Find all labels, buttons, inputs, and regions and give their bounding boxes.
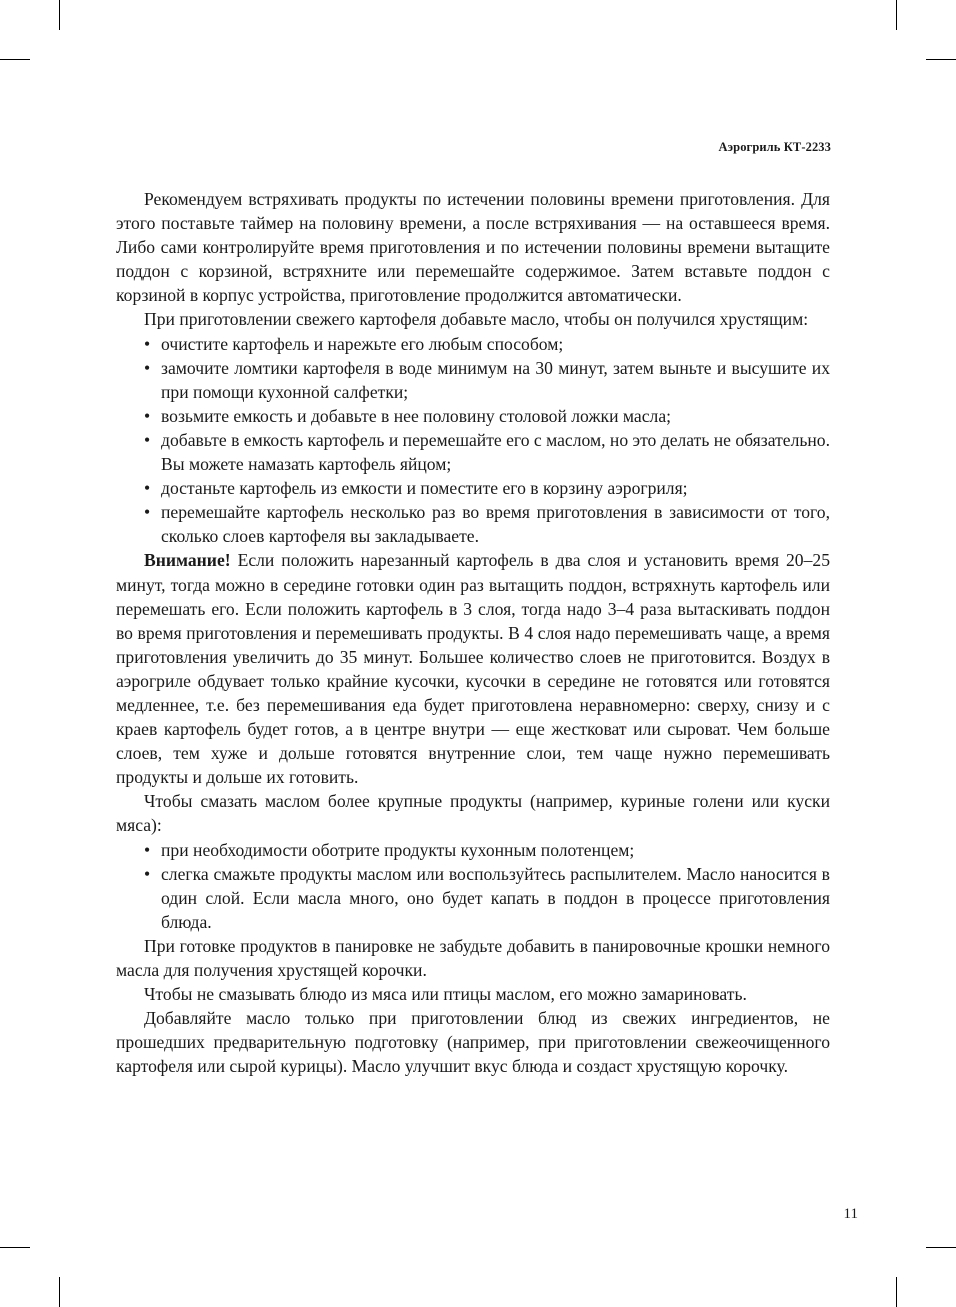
paragraph: Рекомендуем встряхивать продукты по истечении половины времени приготовления. Для этого поставьте таймер на половину времени, а после встряхивания — на оставшееся время. Либо сами контролируйте время приготовления и по истечении половины времени вытащите поддон с корзиной, встряхните или перемешайте содержимое. Затем вставьте поддон с корзиной в корпус устройства, приготовление продолжится автоматически.	[116, 189, 830, 306]
warning-paragraph	[116, 548, 830, 789]
warning-text: Если положить нарезанный картофель в два слоя и установить время 20–25 минут, тогда можно в середине готовки один раз вытащить поддон, встряхнуть картофель или перемешать его. Если положить картофель в 3 слоя, тогда надо 3–4 раза вытаскивать поддон во время приготовления и перемешивать продукты. В 4 слоя надо перемешивать чаще, а время приготовления увеличить до 35 минут. Большее количество слоев не приготовится. Воздух в аэрогриле обдувает только крайние кусочки, кусочки в середине не готовятся или готовятся медленнее, т.е. без перемешивания еда будет приготовлена неравномерно: сверху, снизу и с краев картофель будет готов, а в центре внутри — еще жестковат или сыроват. Чем больше слоев, тем хуже и дольше готовятся внутренние слои, тем чаще нужно перемешивать продукты и дольше их готовить.	[116, 550, 830, 788]
page-body	[116, 187, 830, 1078]
page-number: 11	[843, 1206, 858, 1222]
crop-mark	[0, 1247, 30, 1248]
paragraph: Чтобы не смазывать блюдо из мяса или птицы маслом, его можно замариновать.	[144, 984, 747, 1005]
list-item: • очистите картофель и нарежьте его любым способом;	[116, 332, 830, 356]
list-item: • достаньте картофель из емкости и поместите его в корзину аэрогриля;	[116, 476, 830, 500]
list-item: • добавьте в емкость картофель и перемешайте его с маслом, но это делать не обязательно. Вы можете намазать картофель яйцом;	[116, 428, 830, 476]
list-item: • слегка смажьте продукты маслом или воспользуйтесь распылителем. Масло наносится в один слой. Если масла много, оно будет капать в поддон в процессе приготовления блюда.	[116, 862, 830, 934]
paragraph: При готовке продуктов в панировке не забудьте добавить в панировочные крошки немного масла для получения хрустящей корочки.	[116, 935, 830, 980]
list-item: • при необходимости оботрите продукты кухонным полотенцем;	[116, 838, 830, 862]
list-item: • замочите ломтики картофеля в воде минимум на 30 минут, затем выньте и высушите их при помощи кухонной салфетки;	[116, 356, 830, 404]
running-header: Аэрогриль КТ-2233	[718, 140, 831, 154]
bullet-list	[116, 332, 830, 549]
warning-label: Внимание!	[144, 550, 231, 571]
crop-mark	[926, 59, 956, 60]
paragraph: При приготовлении свежего картофеля добавьте масло, чтобы он получился хрустящим:	[144, 309, 809, 330]
bullet-list	[116, 838, 830, 934]
crop-mark	[896, 1277, 897, 1307]
crop-mark	[926, 1247, 956, 1248]
crop-mark	[59, 1277, 60, 1307]
crop-mark	[0, 59, 30, 60]
crop-mark	[59, 0, 60, 30]
paragraph: Добавляйте масло только при приготовлении блюд из свежих ингредиентов, не прошедших предварительную подготовку (например, при приготовлении свежеочищенного картофеля или сырой курицы). Масло улучшит вкус блюда и создаст хрустящую корочку.	[116, 1008, 830, 1077]
crop-mark	[896, 0, 897, 30]
list-item: • возьмите емкость и добавьте в нее половину столовой ложки масла;	[116, 404, 830, 428]
list-item: • перемешайте картофель несколько раз во время приготовления в зависимости от того, сколько слоев картофеля вы закладываете.	[116, 500, 830, 548]
paragraph: Чтобы смазать маслом более крупные продукты (например, куриные голени или куски мяса):	[116, 791, 830, 836]
